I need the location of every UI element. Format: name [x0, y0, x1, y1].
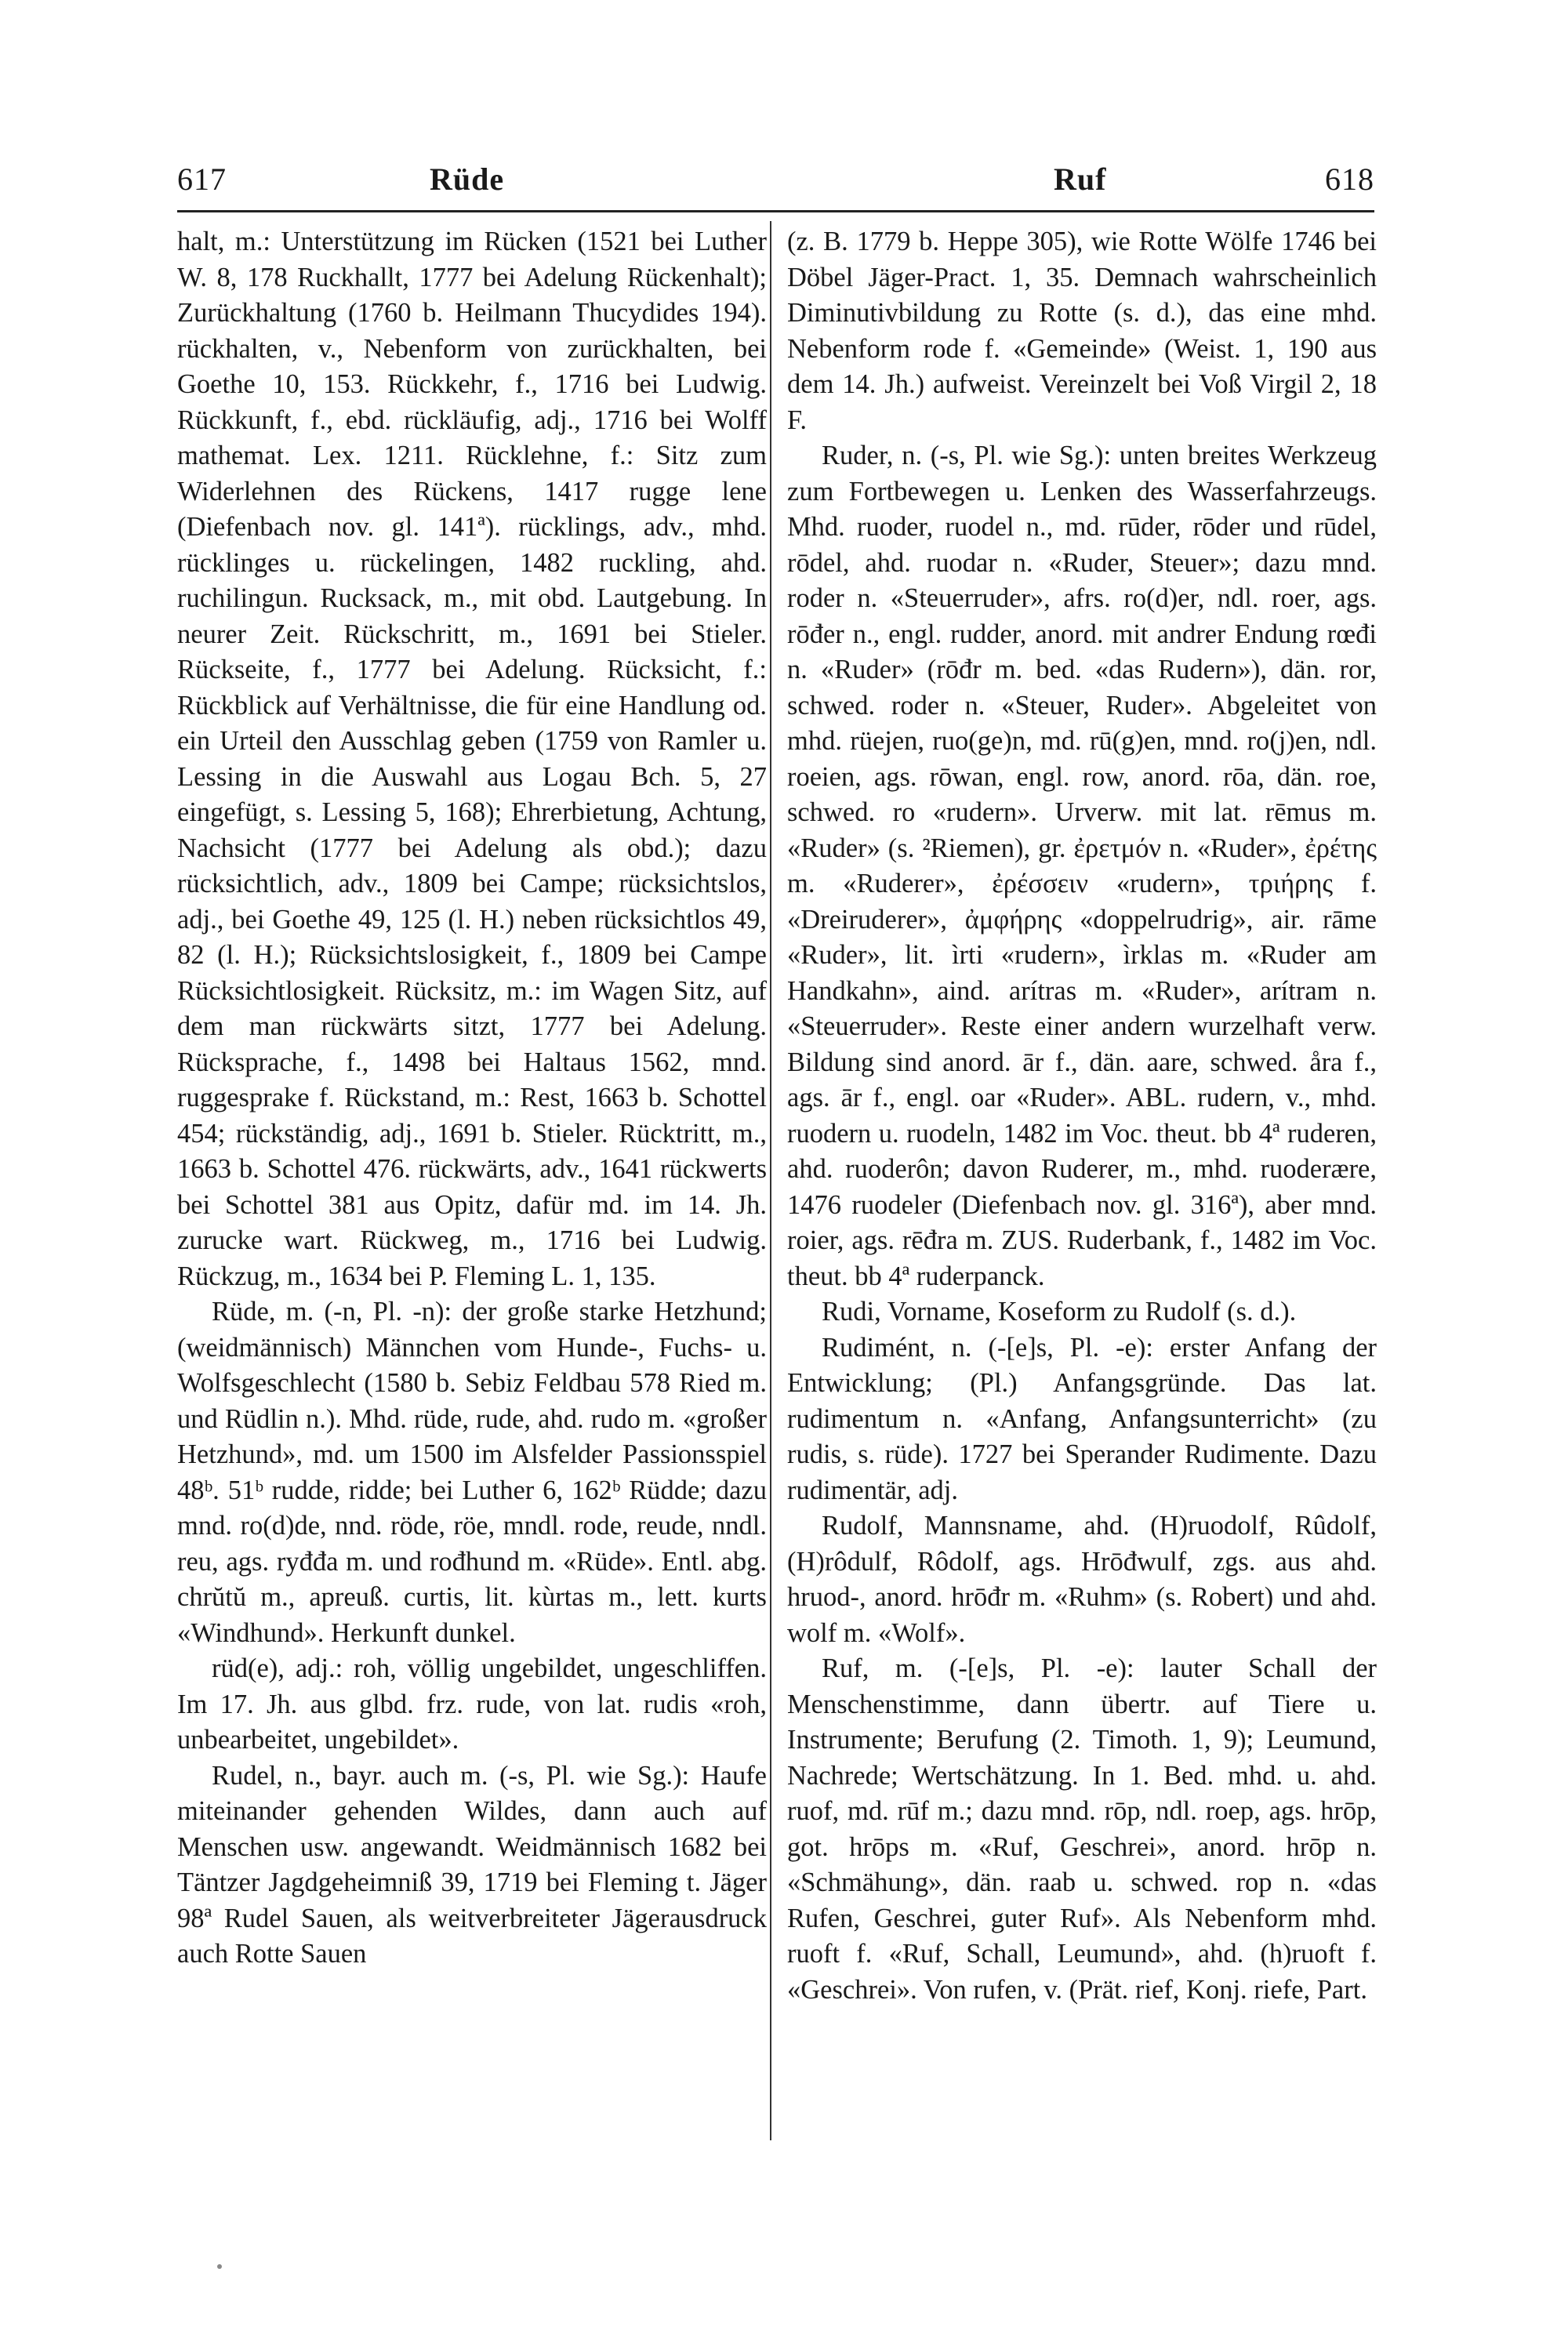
- entry-paragraph: Rüde, m. (-n, Pl. -n): der große starke Hetzhund; (weidmännisch) Männchen vom Hunde-, Fuchs- u. Wolfsgeschlecht (1580 b. Sebiz Feldbau 578 Ried m. und Rüdlin n.). Mhd. rüde, rude, ahd. rudo m. «großer Hetzhund», md. um 1500 im Alsfelder Passionsspiel 48ᵇ. 51ᵇ rudde, ridde; bei Luther 6, 162ᵇ Rüdde; dazu mnd. ro(d)de, nnd. röde, röe, mndl. rode, reude, nndl. reu, ags. ryđđa m. und rođhund m. «Rüde». Entl. abg. chrŭtŭ m., apreuß. curtis, lit. kùrtas m., lett. kurts «Windhund». Herkunft dunkel.: [177, 1297, 767, 1648]
- entry-paragraph: rüd(e), adj.: roh, völlig ungebildet, ungeschliffen. Im 17. Jh. aus glbd. frz. rude, von lat. rudis «roh, unbearbeitet, ungebildet».: [177, 1653, 767, 1755]
- entry-paragraph: Rudi, Vorname, Koseform zu Rudolf (s. d.).: [822, 1297, 1297, 1327]
- left-column: [177, 224, 767, 2153]
- entry-paragraph: (z. B. 1779 b. Heppe 305), wie Rotte Wölfe 1746 bei Döbel Jäger-Pract. 1, 35. Demnach wahrscheinlich Diminutivbildung zu Rotte (s. d.), das eine mhd. Nebenform rode f. «Gemeinde» (Weist. 1, 190 aus dem 14. Jh.) aufweist. Vereinzelt bei Voß Virgil 2, 18 F.: [787, 227, 1377, 435]
- right-column: [787, 224, 1377, 2153]
- entry-paragraph: Rudel, n., bayr. auch m. (-s, Pl. wie Sg.): Haufe miteinander gehenden Wildes, dann auch auf Menschen usw. angewandt. Weidmännisch 1682 bei Täntzer Jagdgeheimniß 39, 1719 bei Fleming t. Jäger 98ª Rudel Sauen, als weitverbreiteter Jägerausdruck auch Rotte Sauen: [177, 1760, 767, 1969]
- page-number-right: 618: [1325, 162, 1374, 197]
- running-head-left: Rüde: [430, 162, 505, 197]
- entry-paragraph: halt, m.: Unterstützung im Rücken (1521 bei Luther W. 8, 178 Ruckhallt, 1777 bei Adelung Rückenhalt); Zurückhaltung (1760 b. Heilmann Thucydides 194). rückhalten, v., Nebenform von zurückhalten, bei Goethe 10, 153. Rückkehr, f., 1716 bei Ludwig. Rückkunft, f., ebd. rückläufig, adj., 1716 bei Wolff mathemat. Lex. 1211. Rücklehne, f.: Sitz zum Widerlehnen des Rückens, 1417 rugge lene (Diefenbach nov. gl. 141ª). rücklings, adv., mhd. rücklinges u. rückelingen, 1482 ruckling, ahd. ruchilingun. Rucksack, m., mit obd. Lautgebung. In neurer Zeit. Rückschritt, m., 1691 bei Stieler. Rückseite, f., 1777 bei Adelung. Rücksicht, f.: Rückblick auf Verhältnisse, die für eine Handlung od. ein Urteil den Ausschlag geben (1759 von Ramler u. Lessing in die Auswahl aus Logau Bch. 5, 27 eingefügt, s. Lessing 5, 168); Ehrerbietung, Achtung, Nachsicht (1777 bei Adelung als obd.); dazu rücksichtlich, adv., 1809 bei Campe; rücksichtslos, adj., bei Goethe 49, 125 (l. H.) neben rücksichtlos 49, 82 (l. H.); Rücksichtslosigkeit, f., 1809 bei Campe Rücksichtlosigkeit. Rücksitz, m.: im Wagen Sitz, auf dem man rückwärts sitzt, 1777 bei Adelung. Rücksprache, f., 1498 bei Haltaus 1562, mnd. ruggesprake f. Rückstand, m.: Rest, 1663 b. Schottel 454; rückständig, adj., 1691 b. Stieler. Rücktritt, m., 1663 b. Schottel 476. rückwärts, adv., 1641 rückwerts bei Schottel 381 aus Opitz, dafür md. im 14. Jh. zurucke wart. Rückweg, m., 1716 bei Ludwig. Rückzug, m., 1634 bei P. Fleming L. 1, 135.: [177, 227, 767, 1291]
- running-head-right: Ruf: [1054, 162, 1107, 197]
- entry-paragraph: Ruder, n. (-s, Pl. wie Sg.): unten breites Werkzeug zum Fortbewegen u. Lenken des Wasserfahrzeugs. Mhd. ruoder, ruodel n., md. rūder, rōder und rūdel, rōdel, ahd. ruodar n. «Ruder, Steuer»; dazu mnd. roder n. «Steuerruder», afrs. ro(d)er, ndl. roer, ags. rōđer n., engl. rudder, anord. mit andrer Endung rœđi n. «Ruder» (rōđr m. bed. «das Rudern»), dän. ror, schwed. roder n. «Steuer, Ruder». Abgeleitet von mhd. rüejen, ruo(ge)n, md. rū(g)en, mnd. ro(j)en, ndl. roeien, ags. rōwan, engl. row, anord. rōa, dän. roe, schwed. ro «rudern». Urverw. mit lat. rēmus m. «Ruder» (s. ²Riemen), gr. ἐρετμόν n. «Ruder», ἐρέτης m. «Ruderer», ἐρέσσειν «rudern», τριήρης f. «Dreiruderer», ἀμφήρης «doppelrudrig», air. rāme «Ruder», lit. ìrti «rudern», ìrklas m. «Ruder am Handkahn», aind. arítras m. «Ruder», arítram n. «Steuerruder». Reste einer andern wurzelhaft verw. Bildung sind anord. ār f., dän. aare, schwed. åra f., ags. ār f., engl. oar «Ruder». ABL. rudern, v., mhd. ruodern u. ruodeln, 1482 im Voc. theut. bb 4ª ruderen, ahd. ruoderôn; davon Ruderer, m., mhd. ruoderære, 1476 ruodeler (Diefenbach nov. gl. 316ª), aber mnd. roier, ags. rēđra m. ZUS. Ruderbank, f., 1482 im Voc. theut. bb 4ª ruderpanck.: [787, 441, 1377, 1291]
- entry-paragraph: Rudolf, Mannsname, ahd. (H)ruodolf, Rûdolf, (H)rôdulf, Rôdolf, ags. Hrōđwulf, zgs. aus ahd. hruod-, anord. hrōđr m. «Ruhm» (s. Robert) und ahd. wolf m. «Wolf».: [787, 1511, 1377, 1648]
- header-rule: [177, 210, 1374, 212]
- page-number-left: 617: [177, 162, 227, 197]
- print-speck: [217, 2264, 222, 2269]
- entry-paragraph: Rudimént, n. (-[e]s, Pl. -e): erster Anfang der Entwicklung; (Pl.) Anfangsgründe. Das lat. rudimentum n. «Anfang, Anfangsunterricht» (zu rudis, s. rüde). 1727 bei Sperander Rudimente. Dazu rudimentär, adj.: [787, 1332, 1377, 1505]
- column-divider: [770, 221, 771, 2140]
- entry-paragraph: Ruf, m. (-[e]s, Pl. -e): lauter Schall der Menschenstimme, dann übertr. auf Tiere u. Instrumente; Berufung (2. Timoth. 1, 9); Leumund, Nachrede; Wertschätzung. In 1. Bed. mhd. u. ahd. ruof, md. rūf m.; dazu mnd. rōp, ndl. roep, ags. hrōp, got. hrōps m. «Ruf, Geschrei», anord. hrōp n. «Schmähung», dän. raab u. schwed. rop n. «das Rufen, Geschrei, guter Ruf». Als Nebenform mhd. ruoft f. «Ruf, Schall, Leumund», ahd. (h)ruoft f. «Geschrei». Von rufen, v. (Prät. rief, Konj. riefe, Part.: [787, 1653, 1377, 2005]
